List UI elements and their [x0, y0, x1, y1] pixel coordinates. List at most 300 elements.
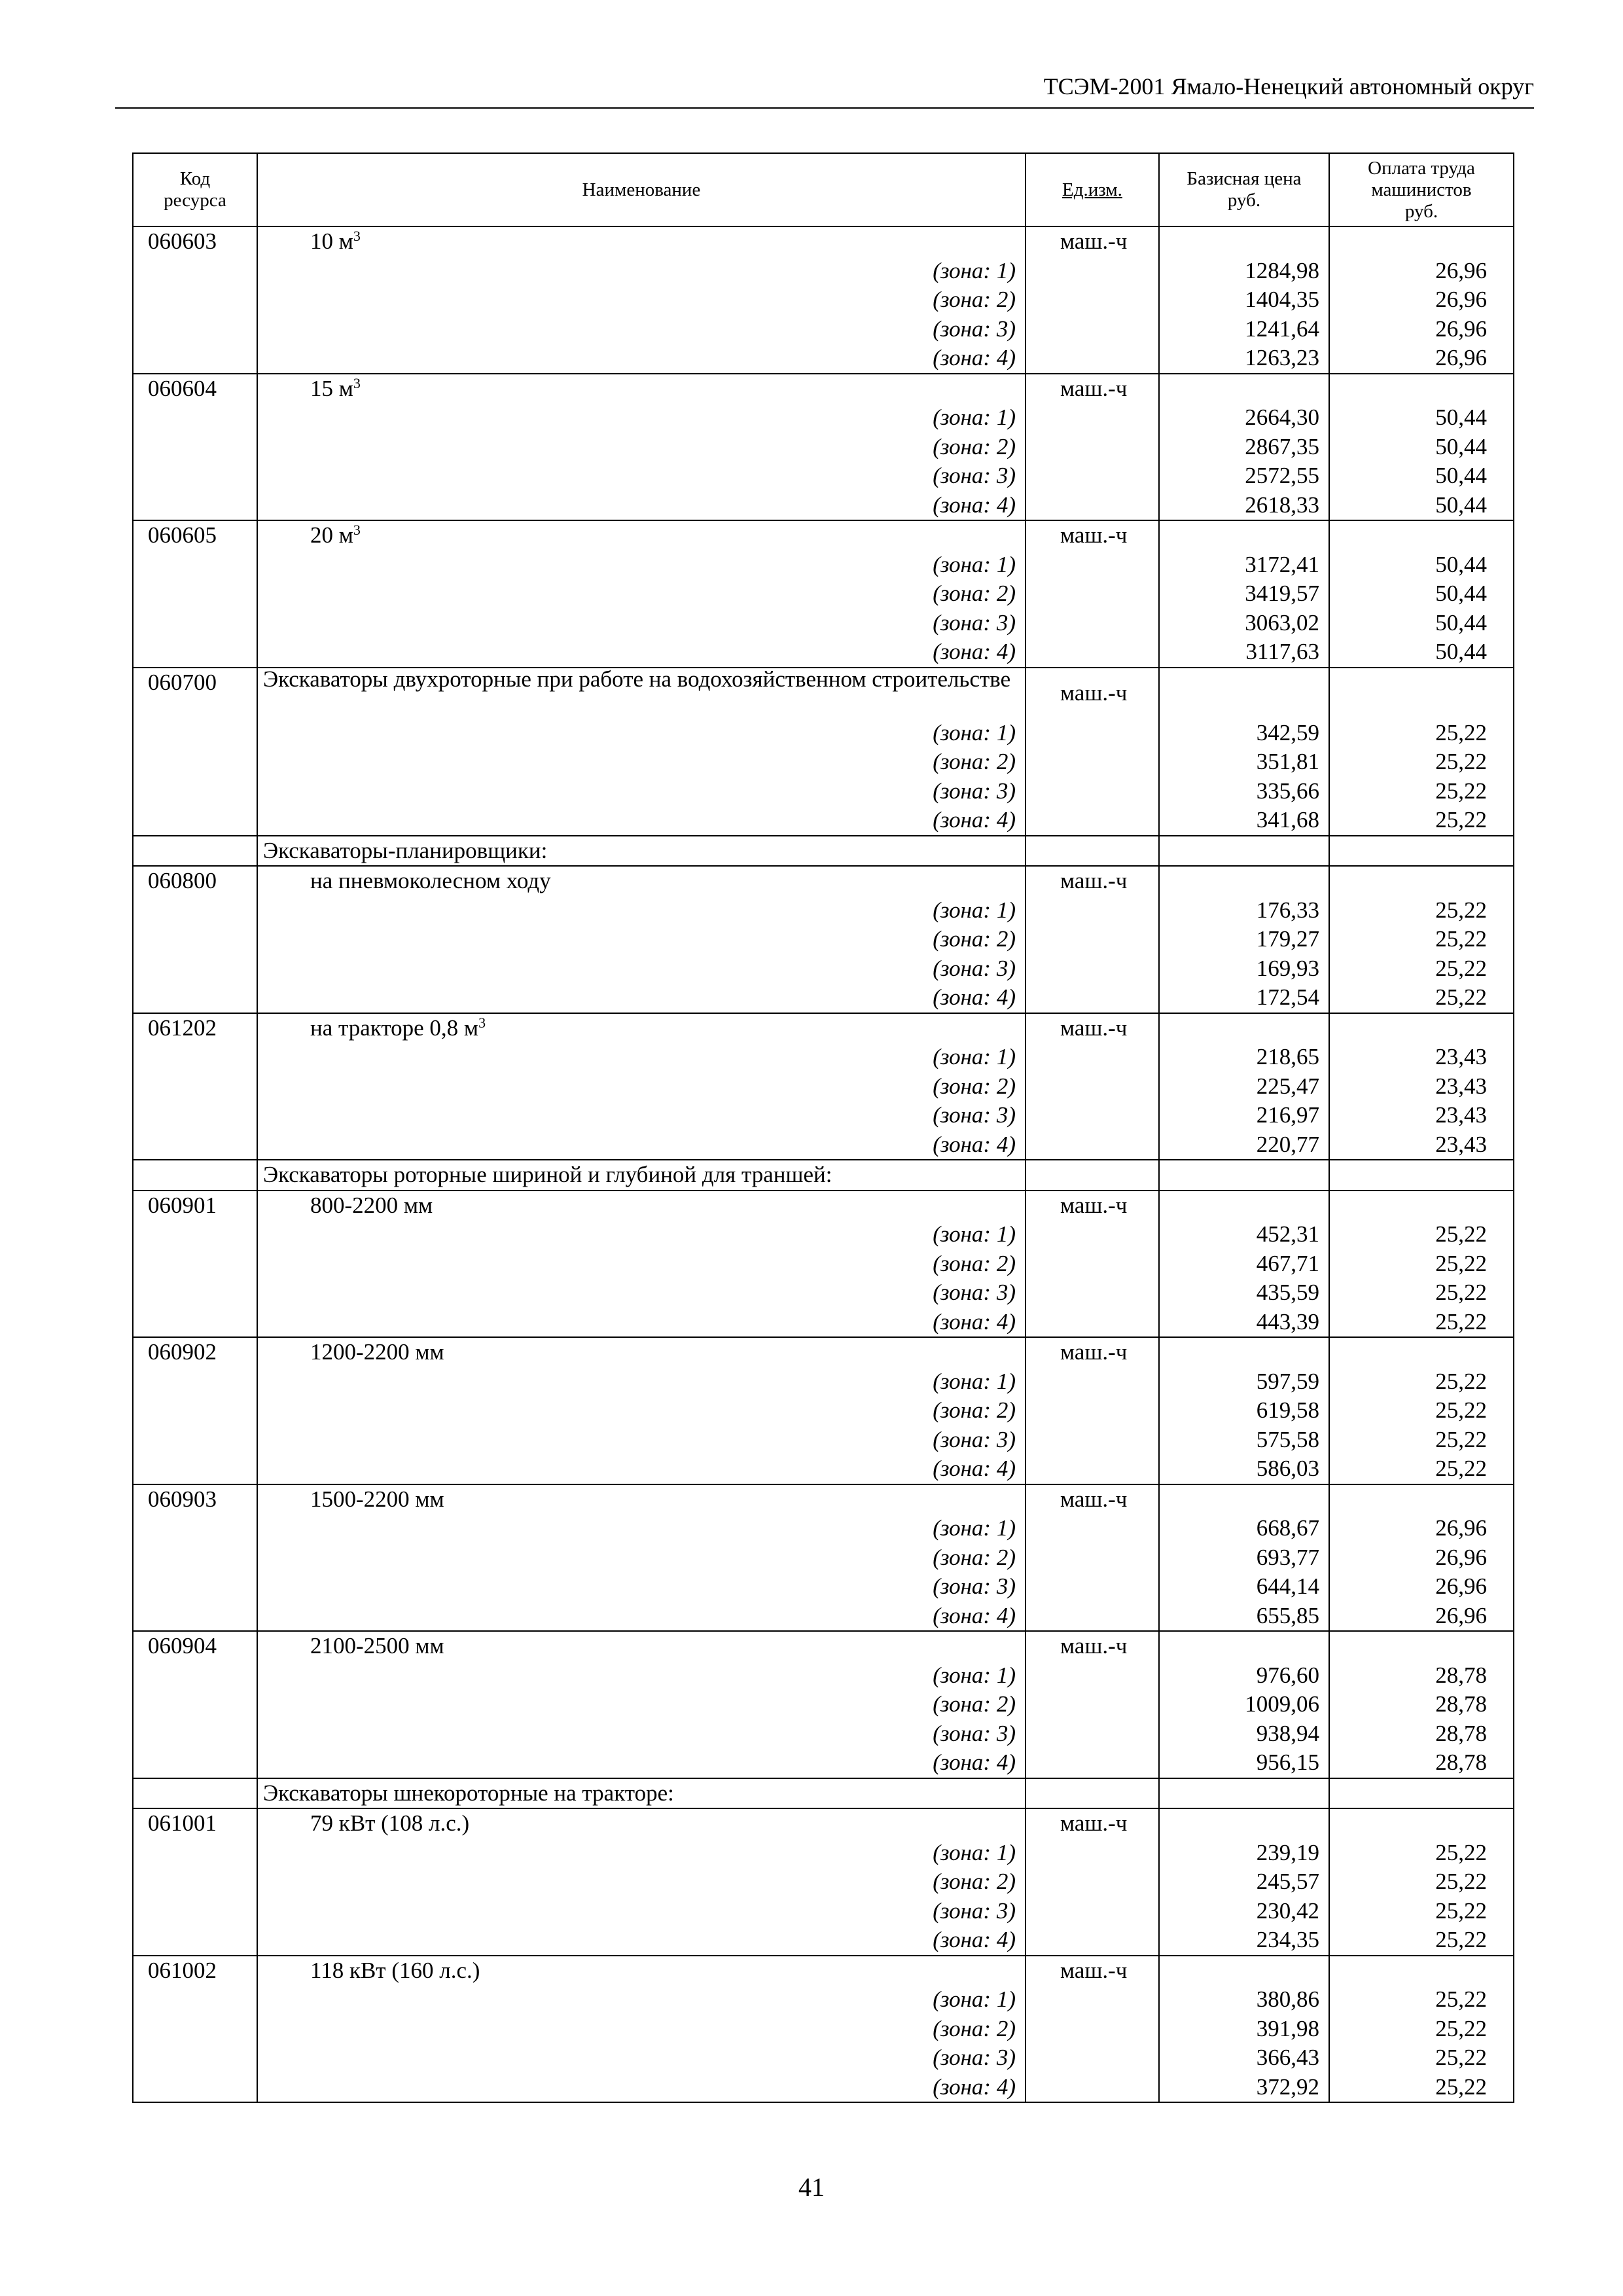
resource-code-cell — [133, 315, 257, 344]
zone-label: (зона: 4) — [257, 1308, 1026, 1338]
resource-code-cell — [133, 925, 257, 954]
resource-code-cell — [133, 491, 257, 521]
resource-code-cell — [133, 1101, 257, 1130]
base-price: 597,59 — [1159, 1367, 1329, 1397]
unit-cell — [1026, 550, 1159, 580]
resource-code: 060603 — [133, 226, 257, 257]
unit-cell — [1026, 1101, 1159, 1130]
resource-code-cell — [133, 1602, 257, 1632]
base-price-cell — [1159, 836, 1329, 867]
labor-pay-cell — [1329, 1484, 1514, 1515]
base-price: 938,94 — [1159, 1719, 1329, 1749]
resource-name — [257, 1956, 1026, 1986]
unit-cell — [1026, 433, 1159, 462]
unit-cell — [1026, 1926, 1159, 1956]
labor-pay: 25,22 — [1329, 896, 1514, 925]
resource-code-cell — [133, 1454, 257, 1484]
zone-label: (зона: 1) — [257, 719, 1026, 748]
labor-pay: 25,22 — [1329, 1867, 1514, 1897]
unit-superscript: 3 — [478, 1014, 486, 1031]
unit-cell — [1026, 1396, 1159, 1426]
unit-cell — [1026, 2015, 1159, 2044]
unit-cell — [1026, 983, 1159, 1013]
zone-row — [133, 1396, 1514, 1426]
base-price: 693,77 — [1159, 1543, 1329, 1573]
group-heading: Экскаваторы шнекороторные на тракторе: — [257, 1778, 1026, 1809]
resource-name-text: на пневмоколесном ходу — [310, 868, 551, 893]
zone-label: (зона: 1) — [257, 896, 1026, 925]
resource-name — [257, 374, 1026, 404]
zone-row — [133, 403, 1514, 433]
resource-code: 061002 — [133, 1956, 257, 1986]
base-price-cell — [1159, 1778, 1329, 1809]
labor-pay: 26,96 — [1329, 1602, 1514, 1632]
zone-row — [133, 1748, 1514, 1778]
zone-row — [133, 1454, 1514, 1484]
base-price: 230,42 — [1159, 1897, 1329, 1926]
resource-code-cell — [133, 1514, 257, 1543]
zone-label: (зона: 3) — [257, 609, 1026, 638]
unit-of-measure: маш.-ч — [1026, 1191, 1159, 1221]
unit-cell — [1026, 777, 1159, 806]
labor-pay: 50,44 — [1329, 550, 1514, 580]
resource-name — [257, 1484, 1026, 1515]
zone-label: (зона: 2) — [257, 1249, 1026, 1279]
zone-label: (зона: 2) — [257, 2015, 1026, 2044]
resource-name-text: 800-2200 мм — [310, 1192, 433, 1218]
unit-cell — [1026, 1454, 1159, 1484]
zone-label: (зона: 4) — [257, 2073, 1026, 2103]
base-price: 3172,41 — [1159, 550, 1329, 580]
labor-pay-cell — [1329, 1337, 1514, 1367]
resource-name — [257, 1808, 1026, 1839]
zone-row — [133, 954, 1514, 984]
resource-code-cell — [133, 1778, 257, 1809]
zone-label: (зона: 4) — [257, 637, 1026, 668]
zone-row — [133, 1867, 1514, 1897]
resource-code: 060700 — [133, 668, 257, 719]
labor-pay: 25,22 — [1329, 2015, 1514, 2044]
zone-row — [133, 896, 1514, 925]
resource-code-cell — [133, 1839, 257, 1868]
base-price-cell — [1159, 374, 1329, 404]
base-price: 2618,33 — [1159, 491, 1329, 521]
unit-cell — [1026, 925, 1159, 954]
labor-pay: 26,96 — [1329, 1543, 1514, 1573]
labor-pay: 25,22 — [1329, 2073, 1514, 2103]
resource-name — [257, 1337, 1026, 1367]
zone-label: (зона: 1) — [257, 550, 1026, 580]
zone-label: (зона: 4) — [257, 1926, 1026, 1956]
unit-cell — [1026, 257, 1159, 286]
unit-of-measure: маш.-ч — [1026, 1808, 1159, 1839]
resource-code: 060605 — [133, 520, 257, 550]
resource-code-cell — [133, 637, 257, 668]
resource-code-cell — [133, 1572, 257, 1602]
labor-pay: 50,44 — [1329, 461, 1514, 491]
zone-row — [133, 1072, 1514, 1102]
resource-code-cell — [133, 1926, 257, 1956]
unit-cell — [1026, 579, 1159, 609]
zone-label: (зона: 4) — [257, 344, 1026, 374]
zone-label: (зона: 3) — [257, 461, 1026, 491]
group-heading-row — [133, 1160, 1514, 1191]
resource-code-cell — [133, 285, 257, 315]
labor-pay: 25,22 — [1329, 2043, 1514, 2073]
zone-label: (зона: 1) — [257, 1839, 1026, 1868]
labor-pay: 28,78 — [1329, 1719, 1514, 1749]
zone-row — [133, 1308, 1514, 1338]
zone-label: (зона: 3) — [257, 315, 1026, 344]
base-price: 3117,63 — [1159, 637, 1329, 668]
labor-pay: 25,22 — [1329, 983, 1514, 1013]
base-price: 956,15 — [1159, 1748, 1329, 1778]
group-heading: Экскаваторы-планировщики: — [257, 836, 1026, 867]
zone-label: (зона: 2) — [257, 1072, 1026, 1102]
resource-code-cell — [133, 1160, 257, 1191]
zone-label: (зона: 2) — [257, 1396, 1026, 1426]
unit-cell — [1026, 637, 1159, 668]
base-price: 467,71 — [1159, 1249, 1329, 1279]
zone-label: (зона: 3) — [257, 1897, 1026, 1926]
labor-pay: 50,44 — [1329, 609, 1514, 638]
zone-label: (зона: 1) — [257, 1661, 1026, 1691]
resource-row — [133, 1191, 1514, 1221]
unit-cell — [1026, 1308, 1159, 1338]
resource-name-text: 10 м — [310, 228, 353, 254]
base-price: 341,68 — [1159, 806, 1329, 836]
unit-cell — [1026, 1130, 1159, 1160]
resource-name — [257, 1191, 1026, 1221]
zone-row — [133, 719, 1514, 748]
unit-of-measure: маш.-ч — [1026, 668, 1159, 719]
base-price-cell — [1159, 1956, 1329, 1986]
resource-code-cell — [133, 1985, 257, 2015]
zone-label: (зона: 4) — [257, 491, 1026, 521]
base-price: 452,31 — [1159, 1220, 1329, 1249]
unit-cell — [1026, 1778, 1159, 1809]
labor-pay-cell — [1329, 1160, 1514, 1191]
resource-code-cell — [133, 777, 257, 806]
unit-cell — [1026, 1690, 1159, 1719]
unit-cell — [1026, 1514, 1159, 1543]
zone-label: (зона: 2) — [257, 1867, 1026, 1897]
unit-cell — [1026, 285, 1159, 315]
zone-label: (зона: 3) — [257, 777, 1026, 806]
resource-price-table — [132, 152, 1514, 2103]
zone-row — [133, 637, 1514, 668]
labor-pay: 25,22 — [1329, 1985, 1514, 2015]
unit-cell — [1026, 836, 1159, 867]
zone-row — [133, 1514, 1514, 1543]
labor-pay: 26,96 — [1329, 285, 1514, 315]
zone-label: (зона: 3) — [257, 1278, 1026, 1308]
zone-label: (зона: 3) — [257, 1719, 1026, 1749]
labor-pay: 25,22 — [1329, 1396, 1514, 1426]
unit-cell — [1026, 1249, 1159, 1279]
labor-pay: 25,22 — [1329, 747, 1514, 777]
zone-row — [133, 1543, 1514, 1573]
unit-cell — [1026, 896, 1159, 925]
zone-row — [133, 1661, 1514, 1691]
resource-name — [257, 520, 1026, 550]
resource-row — [133, 374, 1514, 404]
resource-name — [257, 668, 1026, 719]
resource-code-cell — [133, 461, 257, 491]
resource-code-cell — [133, 983, 257, 1013]
unit-cell — [1026, 1160, 1159, 1191]
base-price-cell — [1159, 1191, 1329, 1221]
labor-pay-cell — [1329, 1631, 1514, 1661]
base-price-cell — [1159, 1631, 1329, 1661]
labor-pay: 23,43 — [1329, 1072, 1514, 1102]
resource-code: 060800 — [133, 866, 257, 896]
zone-label: (зона: 2) — [257, 1543, 1026, 1573]
unit-cell — [1026, 1719, 1159, 1749]
zone-row — [133, 777, 1514, 806]
zone-row — [133, 1572, 1514, 1602]
base-price: 2572,55 — [1159, 461, 1329, 491]
zone-row — [133, 257, 1514, 286]
zone-label: (зона: 3) — [257, 1426, 1026, 1455]
resource-code: 060901 — [133, 1191, 257, 1221]
column-header-labor-pay: Оплата труда машинистов руб. — [1329, 153, 1514, 226]
base-price-cell — [1159, 668, 1329, 719]
resource-name-text: 79 кВт (108 л.с.) — [310, 1810, 470, 1836]
resource-row — [133, 1484, 1514, 1515]
unit-cell — [1026, 1278, 1159, 1308]
zone-label: (зона: 4) — [257, 1602, 1026, 1632]
zone-row — [133, 1719, 1514, 1749]
labor-pay: 26,96 — [1329, 257, 1514, 286]
base-price-cell — [1159, 1160, 1329, 1191]
zone-row — [133, 1130, 1514, 1160]
zone-label: (зона: 1) — [257, 1220, 1026, 1249]
resource-row — [133, 866, 1514, 896]
base-price: 644,14 — [1159, 1572, 1329, 1602]
resource-name — [257, 1013, 1026, 1043]
base-price: 668,67 — [1159, 1514, 1329, 1543]
labor-pay: 25,22 — [1329, 1897, 1514, 1926]
base-price: 220,77 — [1159, 1130, 1329, 1160]
zone-row — [133, 579, 1514, 609]
resource-name-text: 1200-2200 мм — [310, 1339, 444, 1365]
column-header-code: Код ресурса — [133, 153, 257, 226]
resource-row — [133, 1956, 1514, 1986]
labor-pay-cell — [1329, 226, 1514, 257]
base-price-cell — [1159, 1337, 1329, 1367]
base-price-cell — [1159, 1013, 1329, 1043]
zone-label: (зона: 1) — [257, 1043, 1026, 1072]
labor-pay: 25,22 — [1329, 1839, 1514, 1868]
unit-cell — [1026, 609, 1159, 638]
group-heading: Экскаваторы роторные шириной и глубиной для траншей: — [257, 1160, 1026, 1191]
labor-pay: 28,78 — [1329, 1661, 1514, 1691]
resource-row — [133, 1631, 1514, 1661]
unit-cell — [1026, 1543, 1159, 1573]
unit-of-measure: маш.-ч — [1026, 1956, 1159, 1986]
resource-code-cell — [133, 806, 257, 836]
group-heading-row — [133, 836, 1514, 867]
labor-pay: 25,22 — [1329, 1454, 1514, 1484]
zone-row — [133, 1043, 1514, 1072]
zone-label: (зона: 1) — [257, 403, 1026, 433]
labor-pay: 25,22 — [1329, 806, 1514, 836]
zone-row — [133, 2015, 1514, 2044]
labor-pay-cell — [1329, 668, 1514, 719]
base-price: 335,66 — [1159, 777, 1329, 806]
base-price: 372,92 — [1159, 2073, 1329, 2103]
labor-pay-cell — [1329, 1956, 1514, 1986]
labor-pay-cell — [1329, 866, 1514, 896]
labor-pay: 50,44 — [1329, 403, 1514, 433]
zone-row — [133, 925, 1514, 954]
base-price: 3063,02 — [1159, 609, 1329, 638]
base-price-cell — [1159, 1808, 1329, 1839]
base-price: 1263,23 — [1159, 344, 1329, 374]
unit-of-measure: маш.-ч — [1026, 1631, 1159, 1661]
labor-pay: 50,44 — [1329, 579, 1514, 609]
base-price: 216,97 — [1159, 1101, 1329, 1130]
unit-cell — [1026, 491, 1159, 521]
unit-cell — [1026, 344, 1159, 374]
resource-code-cell — [133, 1043, 257, 1072]
unit-cell — [1026, 1602, 1159, 1632]
zone-label: (зона: 4) — [257, 806, 1026, 836]
zone-row — [133, 550, 1514, 580]
base-price-cell — [1159, 520, 1329, 550]
zone-row — [133, 491, 1514, 521]
resource-name — [257, 226, 1026, 257]
labor-pay: 25,22 — [1329, 954, 1514, 984]
resource-code-cell — [133, 836, 257, 867]
column-header-name: Наименование — [257, 153, 1026, 226]
zone-label: (зона: 4) — [257, 1748, 1026, 1778]
unit-of-measure: маш.-ч — [1026, 226, 1159, 257]
resource-code-cell — [133, 1249, 257, 1279]
labor-pay: 25,22 — [1329, 925, 1514, 954]
unit-cell — [1026, 747, 1159, 777]
labor-pay-cell — [1329, 1191, 1514, 1221]
resource-code-cell — [133, 1396, 257, 1426]
resource-code: 061001 — [133, 1808, 257, 1839]
labor-pay-cell — [1329, 836, 1514, 867]
resource-name-text: на тракторе 0,8 м — [310, 1014, 479, 1041]
column-header-base-price: Базисная цена руб. — [1159, 153, 1329, 226]
table-header — [133, 153, 1514, 226]
zone-row — [133, 2073, 1514, 2103]
labor-pay: 23,43 — [1329, 1130, 1514, 1160]
labor-pay: 25,22 — [1329, 719, 1514, 748]
zone-label: (зона: 2) — [257, 285, 1026, 315]
resource-name — [257, 866, 1026, 896]
labor-pay: 25,22 — [1329, 1367, 1514, 1397]
document-title: ТСЭМ-2001 Ямало-Ненецкий автономный округ — [1043, 73, 1534, 99]
unit-cell — [1026, 1748, 1159, 1778]
resource-code-cell — [133, 1308, 257, 1338]
base-price: 234,35 — [1159, 1926, 1329, 1956]
resource-row — [133, 1808, 1514, 1839]
base-price-cell — [1159, 226, 1329, 257]
unit-cell — [1026, 1572, 1159, 1602]
labor-pay: 25,22 — [1329, 1926, 1514, 1956]
base-price: 239,19 — [1159, 1839, 1329, 1868]
resource-code-cell — [133, 2073, 257, 2103]
unit-cell — [1026, 954, 1159, 984]
base-price: 351,81 — [1159, 747, 1329, 777]
resource-code-cell — [133, 1748, 257, 1778]
unit-cell — [1026, 1897, 1159, 1926]
base-price: 179,27 — [1159, 925, 1329, 954]
unit-of-measure: маш.-ч — [1026, 1484, 1159, 1515]
unit-cell — [1026, 2043, 1159, 2073]
zone-label: (зона: 2) — [257, 433, 1026, 462]
labor-pay: 25,22 — [1329, 1278, 1514, 1308]
zone-label: (зона: 1) — [257, 1367, 1026, 1397]
zone-row — [133, 1985, 1514, 2015]
resource-name — [257, 1631, 1026, 1661]
zone-label: (зона: 3) — [257, 2043, 1026, 2073]
base-price: 1404,35 — [1159, 285, 1329, 315]
resource-name-text: 15 м — [310, 375, 353, 401]
unit-of-measure: маш.-ч — [1026, 866, 1159, 896]
zone-label: (зона: 3) — [257, 1572, 1026, 1602]
zone-label: (зона: 1) — [257, 257, 1026, 286]
labor-pay: 25,22 — [1329, 1249, 1514, 1279]
unit-of-measure: маш.-ч — [1026, 1013, 1159, 1043]
labor-pay: 26,96 — [1329, 315, 1514, 344]
resource-code-cell — [133, 1897, 257, 1926]
resource-code-cell — [133, 1719, 257, 1749]
resource-code-cell — [133, 1367, 257, 1397]
unit-cell — [1026, 806, 1159, 836]
resource-code-cell — [133, 1130, 257, 1160]
unit-superscript: 3 — [353, 374, 361, 391]
base-price: 366,43 — [1159, 2043, 1329, 2073]
zone-row — [133, 1426, 1514, 1455]
labor-pay: 25,22 — [1329, 1426, 1514, 1455]
resource-code: 060904 — [133, 1631, 257, 1661]
resource-name-text: 20 м — [310, 522, 353, 548]
zone-label: (зона: 4) — [257, 983, 1026, 1013]
page-number: 41 — [798, 2172, 825, 2202]
base-price: 435,59 — [1159, 1278, 1329, 1308]
unit-superscript: 3 — [353, 522, 361, 538]
zone-row — [133, 609, 1514, 638]
zone-label: (зона: 1) — [257, 1514, 1026, 1543]
resource-code: 060604 — [133, 374, 257, 404]
zone-row — [133, 1249, 1514, 1279]
resource-row — [133, 668, 1514, 719]
base-price: 1009,06 — [1159, 1690, 1329, 1719]
labor-pay: 25,22 — [1329, 1220, 1514, 1249]
labor-pay: 50,44 — [1329, 491, 1514, 521]
unit-cell — [1026, 2073, 1159, 2103]
base-price: 172,54 — [1159, 983, 1329, 1013]
page-header — [115, 71, 1534, 109]
base-price: 3419,57 — [1159, 579, 1329, 609]
resource-code-cell — [133, 1690, 257, 1719]
base-price: 391,98 — [1159, 2015, 1329, 2044]
labor-pay: 50,44 — [1329, 433, 1514, 462]
zone-row — [133, 315, 1514, 344]
resource-code-cell — [133, 403, 257, 433]
resource-code-cell — [133, 1867, 257, 1897]
resource-code-cell — [133, 1426, 257, 1455]
zone-row — [133, 433, 1514, 462]
resource-code: 061202 — [133, 1013, 257, 1043]
unit-cell — [1026, 461, 1159, 491]
